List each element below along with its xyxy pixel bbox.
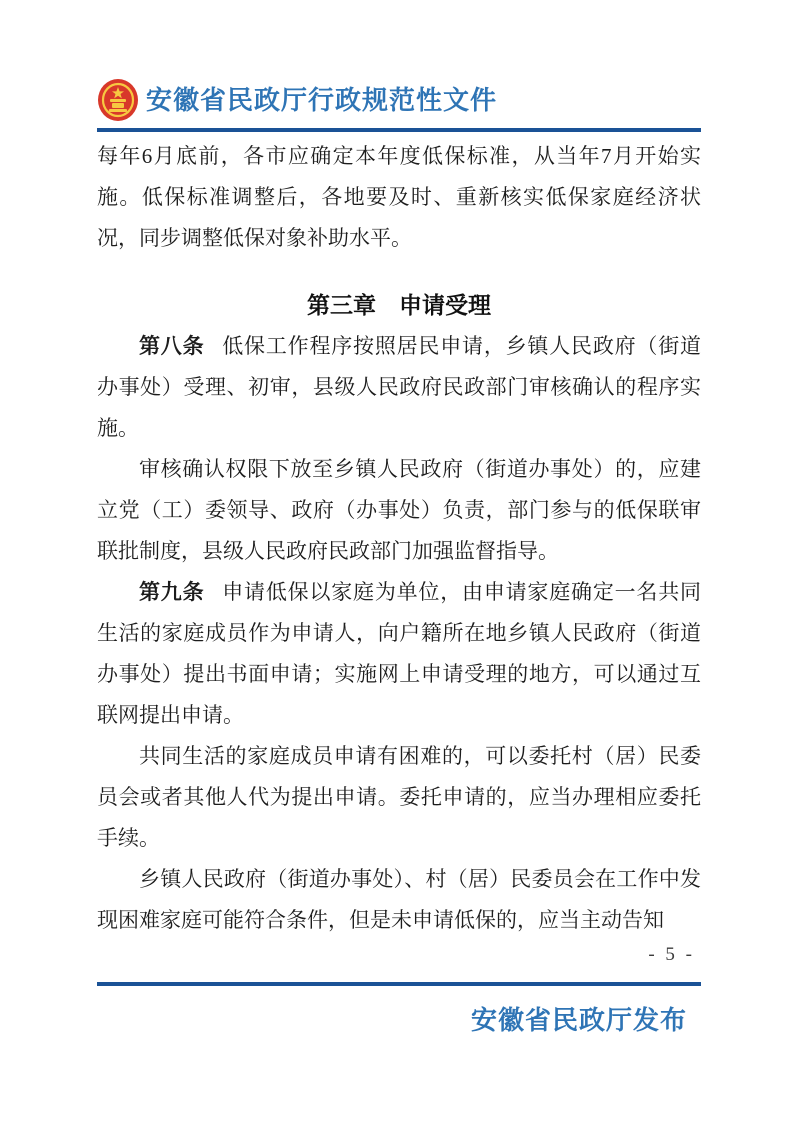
paragraph-continuation: 每年6月底前，各市应确定本年度低保标准，从当年7月开始实施。低保标准调整后，各地要及时、重新核实低保家庭经济状况，同步调整低保对象补助水平。: [97, 144, 701, 250]
national-emblem-icon: [97, 78, 139, 122]
paragraph: 共同生活的家庭成员申请有困难的，可以委托村（居）民委员会或者其他人代为提出申请。委托申请的，应当办理相应委托手续。: [97, 744, 701, 850]
article-8-label: 第八条: [139, 334, 205, 358]
page-number: - 5 -: [648, 944, 695, 965]
article-9-label: 第九条: [139, 580, 205, 604]
paragraph-article-8: [97, 326, 701, 449]
document-header: [97, 78, 701, 132]
footer-divider: [97, 982, 701, 986]
paragraph-article-9: [97, 572, 701, 736]
paragraph: 审核确认权限下放至乡镇人民政府（街道办事处）的，应建立党（工）委领导、政府（办事处）负责，部门参与的低保联审联批制度，县级人民政府民政部门加强监督指导。: [97, 457, 701, 563]
header-title: 安徽省民政厅行政规范性文件: [146, 85, 498, 115]
article-8-text: 低保工作程序按照居民申请，乡镇人民政府（街道办事处）受理、初审，县级人民政府民政部门审核确认的程序实施。: [97, 334, 702, 440]
footer-publisher: 安徽省民政厅发布: [470, 1005, 687, 1035]
article-9-text: 申请低保以家庭为单位，由申请家庭确定一名共同生活的家庭成员作为申请人，向户籍所在地乡镇人民政府（街道办事处）提出书面申请；实施网上申请受理的地方，可以通过互联网提出申请。: [97, 580, 702, 727]
paragraph: 乡镇人民政府（街道办事处）、村（居）民委员会在工作中发现困难家庭可能符合条件，但是未申请低保的，应当主动告知: [97, 867, 701, 932]
chapter-heading: 第三章 申请受理: [307, 292, 491, 318]
document-body: [97, 136, 701, 941]
